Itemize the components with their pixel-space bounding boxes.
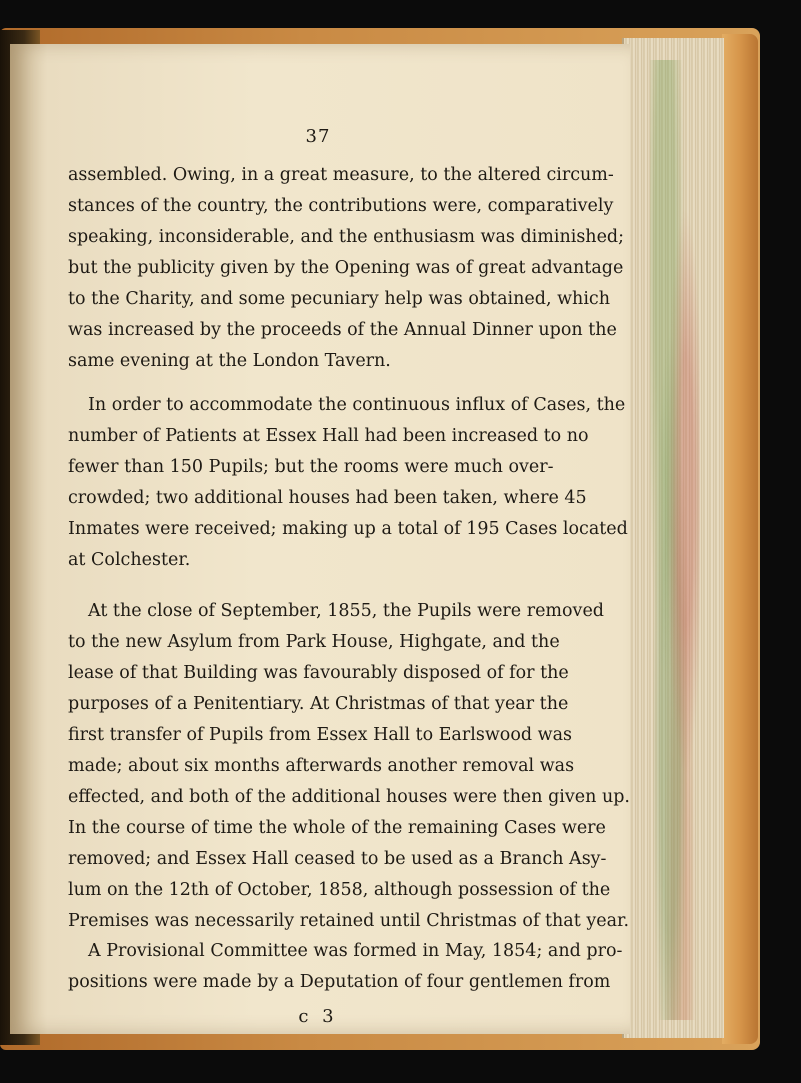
signature-mark: c 3	[298, 1006, 338, 1027]
paragraph-1	[68, 160, 625, 377]
text-line: effected, and both of the additional houses were then given up.	[68, 787, 630, 807]
text-line: same evening at the London Tavern.	[68, 351, 391, 371]
book-cover-edge	[722, 34, 758, 1044]
text-line: made; about six months afterwards another removal was	[68, 756, 575, 776]
book-page	[10, 44, 630, 1034]
text-line: Premises was necessarily retained until Christmas of that year.	[68, 911, 630, 931]
text-line: assembled. Owing, in a great measure, to the altered circum-	[68, 165, 614, 185]
text-line: number of Patients at Essex Hall had been increased to no	[68, 426, 589, 446]
marbled-edge	[650, 60, 700, 1020]
text-line: to the new Asylum from Park House, Highgate, and the	[68, 632, 560, 652]
text-line: stances of the country, the contributions were, comparatively	[68, 196, 614, 216]
text-line: fewer than 150 Pupils; but the rooms were much over-	[68, 457, 554, 477]
page-number: 37	[305, 126, 331, 147]
text-line: crowded; two additional houses had been taken, where 45	[68, 488, 587, 508]
text-line: was increased by the proceeds of the Annual Dinner upon the	[68, 320, 617, 340]
text-line: Inmates were received; making up a total of 195 Cases located	[68, 519, 628, 539]
text-line: purposes of a Penitentiary. At Christmas of that year the	[68, 694, 569, 714]
paragraph-3	[68, 596, 630, 937]
text-line: positions were made by a Deputation of four gentlemen from	[68, 972, 611, 992]
text-line: but the publicity given by the Opening was of great advantage	[68, 258, 624, 278]
text-line: lease of that Building was favourably disposed of for the	[68, 663, 569, 683]
text-line: At the close of September, 1855, the Pupils were removed	[88, 601, 605, 621]
text-line: to the Charity, and some pecuniary help was obtained, which	[68, 289, 610, 309]
text-line: first transfer of Pupils from Essex Hall to Earlswood was	[68, 725, 573, 745]
paragraph-2	[68, 390, 628, 576]
text-line: speaking, inconsiderable, and the enthusiasm was diminished;	[68, 227, 625, 247]
text-line: removed; and Essex Hall ceased to be used as a Branch Asy-	[68, 849, 607, 869]
text-line: lum on the 12th of October, 1858, although possession of the	[68, 880, 611, 900]
text-line: In the course of time the whole of the remaining Cases were	[68, 818, 606, 838]
text-line: In order to accommodate the continuous influx of Cases, the	[88, 395, 626, 415]
text-line: A Provisional Committee was formed in May, 1854; and pro-	[88, 941, 623, 961]
paragraph-4	[68, 936, 623, 998]
text-line: at Colchester.	[68, 550, 191, 570]
